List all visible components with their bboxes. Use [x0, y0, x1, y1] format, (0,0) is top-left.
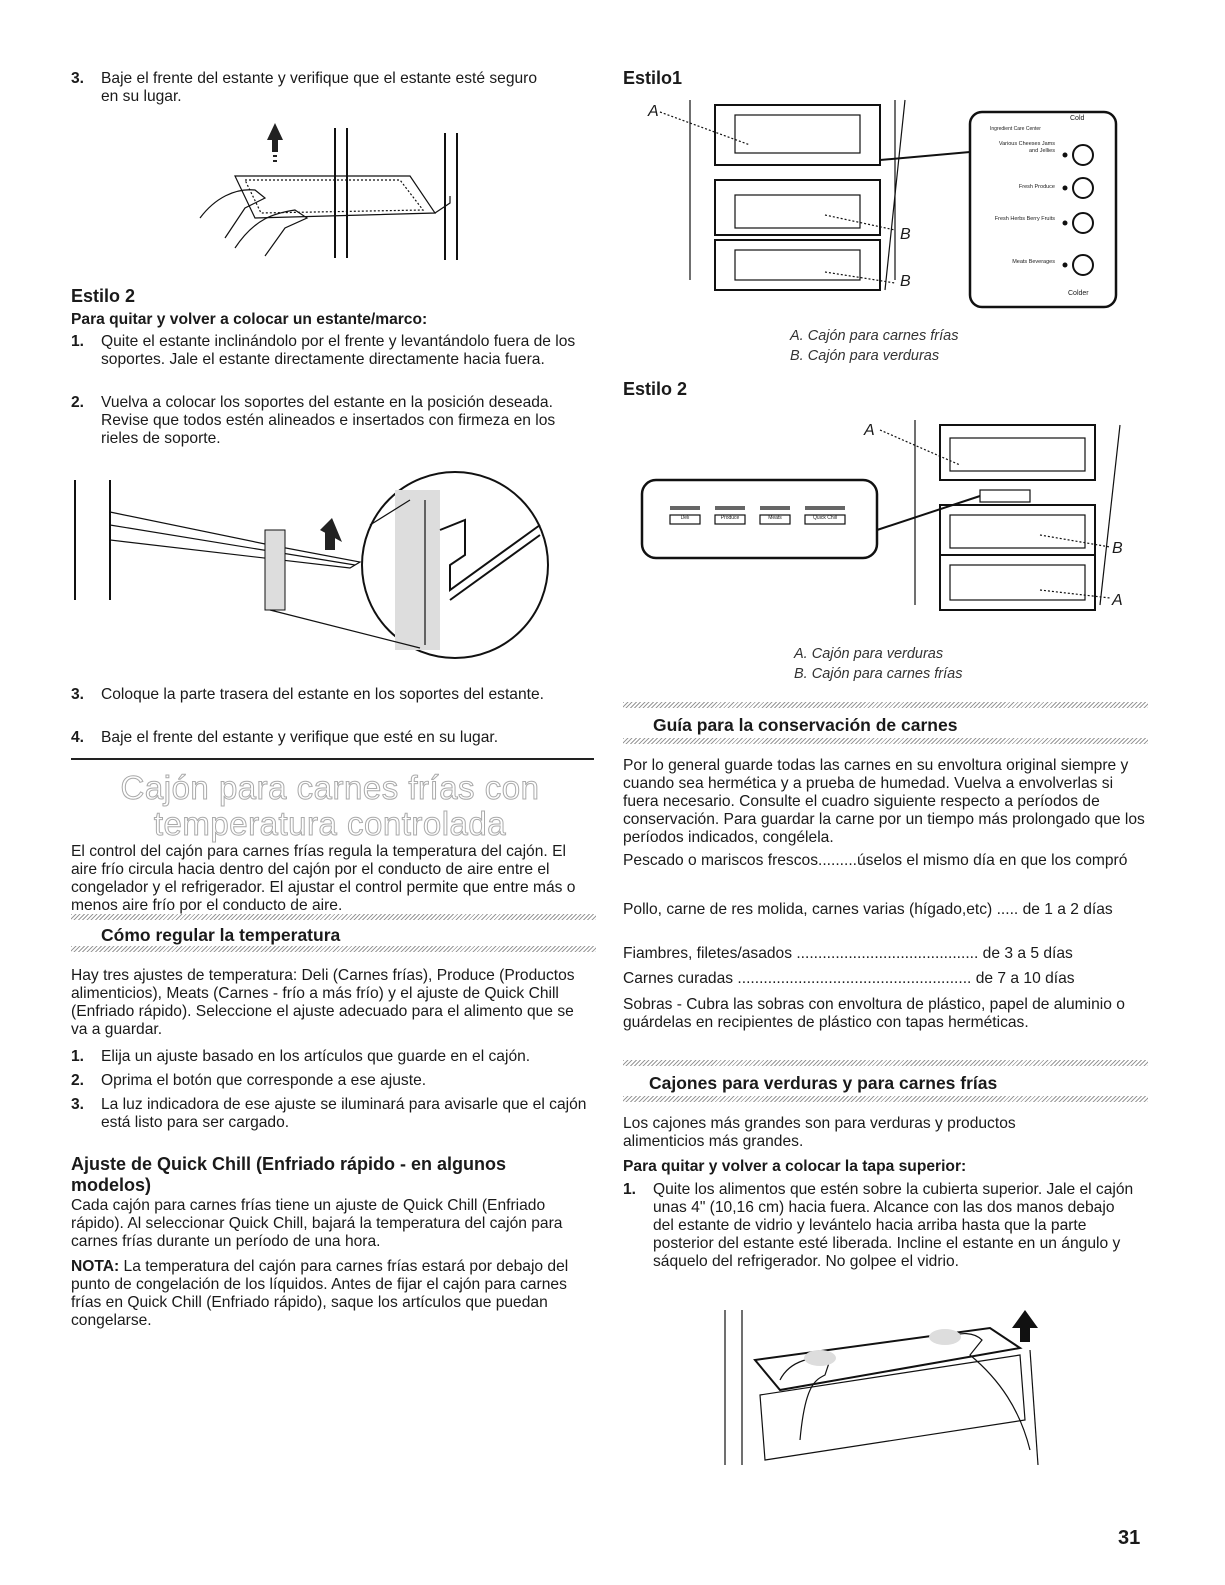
estilo-1-panel-colder: Colder [1068, 290, 1089, 297]
nota-label: NOTA: [71, 1258, 120, 1275]
estilo-2-label-b: B [1112, 540, 1123, 557]
estilo-1-caption-b: B. Cajón para verduras [790, 348, 940, 364]
estilo-1-label-a: A [648, 103, 659, 120]
guia-title: Guía para la conservación de carnes [653, 715, 958, 735]
section-paragraph: El control del cajón para carnes frías regula la temperatura del cajón. El aire frío circula hacia dentro del cajón por el conducto de aire entre el congelador y el refrigerador. El ajustar el control permite que entre más o menos aire frío por el conducto de aire. [71, 843, 576, 914]
cajones-paragraph: Los cajones más grandes son para verduras y productos alimenticios más grandes. [623, 1115, 1016, 1150]
step-text: Quite el estante inclinándolo por el frente y levantándolo fuera de los soportes. Jale el estante directamente directamente hacia fuera. [101, 333, 576, 368]
estilo-1-drawer-illustration [640, 100, 1120, 315]
step-number: 1. [71, 1048, 85, 1065]
estilo-2-label-a1: A [864, 422, 875, 439]
estilo-2-subheading: Para quitar y volver a colocar un estante/marco: [71, 311, 428, 328]
step-number: 4. [71, 729, 85, 746]
section-divider [71, 758, 594, 760]
quick-chill-paragraph: Cada cajón para carnes frías tiene un ajuste de Quick Chill (Enfriado rápido). Al seleccionar Quick Chill, bajará la temperatura del cajón para carnes frías durante un período de una hora. [71, 1197, 563, 1250]
guia-item-value: úselos el mismo día en que los compró [857, 852, 1128, 869]
cajones-title: Cajones para verduras y para carnes frías [649, 1073, 998, 1093]
estilo-1-panel-row-3: Fresh Herbs Berry Fruits [994, 216, 1055, 222]
estilo-2-right-heading: Estilo 2 [623, 379, 688, 399]
estilo-2-drawer-illustration [640, 420, 1130, 635]
estilo-2-button-deli: Deli [680, 515, 690, 521]
estilo-2-caption-b: B. Cajón para carnes frías [794, 666, 963, 682]
sobras-paragraph: Sobras - Cubra las sobras con envoltura de plástico, papel de aluminio o guárdelas en recipientes de plástico con tapas herméticas. [623, 996, 1125, 1031]
step-text: Quite los alimentos que estén sobre la cubierta superior. Jale el cajón unas 4" (10,16 cm) hacia fuera. Alcance con las dos manos debajo del estante de vidrio y levántelo hacia arriba hasta que la parte posterior del estante esté liberada. Incline el estante en un ángulo y sáquelo del refrigerador. No golpee el vidrio. [653, 1181, 1134, 1270]
shelf-lowering-illustration [195, 118, 465, 263]
guia-item-dots: ......... [818, 852, 857, 869]
quick-chill-title: Ajuste de Quick Chill (Enfriado rápido - en algunos modelos) [71, 1154, 507, 1195]
guia-item-label: Carnes curadas [623, 970, 734, 987]
step-text: Vuelva a colocar los soportes del estante en la posición deseada. Revise que todos estén alineados e insertados con firmeza en los rieles de soporte. [101, 394, 556, 447]
cajones-subheading: Para quitar y volver a colocar la tapa superior: [623, 1158, 967, 1175]
guia-item-label: Fiambres, filetes/asados [623, 945, 793, 962]
nota-paragraph [71, 1258, 596, 1330]
step-text: Coloque la parte trasera del estante en los soportes del estante. [101, 686, 544, 703]
guia-item-pollo [623, 901, 1148, 919]
estilo-1-panel-row-4: Meats Beverages [1012, 259, 1055, 265]
como-paragraph: Hay tres ajustes de temperatura: Deli (Carnes frías), Produce (Productos alimenticios), Meats (Carnes - frío a más frío) y el ajuste de Quick Chill (Enfriado rápido). Seleccione el ajuste adecuado para el alimento que se va a guardar. [71, 967, 575, 1038]
step-number: 3. [71, 686, 85, 703]
estilo-1-label-b1: B [900, 226, 911, 243]
guia-item-dots: .......................................... [792, 945, 979, 962]
estilo-1-label-b2: B [900, 273, 911, 290]
guia-item-dots: ..... [992, 901, 1019, 918]
estilo-2-button-produce: Produce [720, 515, 740, 521]
page-number: 31 [1118, 1527, 1141, 1549]
guia-item-pescado [623, 852, 1143, 870]
glass-shelf-removal-illustration [720, 1300, 1050, 1470]
guia-banner [623, 702, 1148, 740]
estilo-1-panel-header: Ingredient Care Center [990, 126, 1041, 132]
guia-item-curadas [623, 970, 1148, 988]
guia-item-value: de 1 a 2 días [1018, 901, 1113, 918]
step-number: 2. [71, 1072, 85, 1089]
shelf-bracket-illustration [70, 470, 550, 680]
estilo-2-heading: Estilo 2 [71, 286, 136, 306]
estilo-1-panel-row-1: Various Cheeses Jams and Jellies [998, 141, 1055, 154]
guia-item-dots: ...................................................... [733, 970, 972, 987]
guia-item-label: Pollo, carne de res molida, carnes varias (hígado,etc) [623, 901, 993, 918]
step-text: Baje el frente del estante y verifique que esté en su lugar. [101, 729, 499, 746]
estilo-2-label-a2: A [1112, 592, 1123, 609]
step-number: 1. [71, 333, 85, 350]
step-number: 3. [71, 70, 85, 87]
guia-item-value: de 3 a 5 días [978, 945, 1073, 962]
estilo-1-heading: Estilo1 [623, 68, 683, 88]
estilo-1-caption-a: A. Cajón para carnes frías [790, 328, 959, 344]
estilo-1-panel-cold: Cold [1070, 115, 1085, 122]
estilo-1-panel-row-2: Fresh Produce [1018, 184, 1055, 190]
cajones-banner [623, 1060, 1148, 1098]
como-regular-title: Cómo regular la temperatura [101, 925, 341, 945]
step-text: La luz indicadora de ese ajuste se iluminará para avisarle que el cajón está listo para ser cargado. [101, 1096, 587, 1131]
estilo-2-button-meats: Meats [768, 515, 782, 521]
step-text: Baje el frente del estante y verifique que el estante esté seguro en su lugar. [101, 70, 538, 105]
step-number: 3. [71, 1096, 85, 1113]
guia-item-value: de 7 a 10 días [971, 970, 1075, 987]
step-text: Oprima el botón que corresponde a ese ajuste. [101, 1072, 427, 1089]
guia-item-fiambres [623, 945, 1148, 963]
step-text: Elija un ajuste basado en los artículos que guarde en el cajón. [101, 1048, 531, 1065]
guia-item-label: Pescado o mariscos frescos [623, 852, 818, 869]
estilo-2-caption-a: A. Cajón para verduras [794, 646, 944, 662]
como-regular-banner [71, 914, 596, 952]
guia-paragraph: Por lo general guarde todas las carnes en su envoltura original siempre y cuando sea hermética y a prueba de humedad. Vuelva a envolverlas si fuera necesario. Consulte el cuadro siguiente respecto a períodos de conservación. Para guardar la carne por un tiempo más prolongado que los períodos indicados, congélela. [623, 757, 1145, 846]
section-title: Cajón para carnes frías con temperatura controlada [120, 769, 540, 842]
step-number: 1. [623, 1181, 637, 1198]
nota-text: La temperatura del cajón para carnes frías estará por debajo del punto de congelación de los líquidos. Antes de fijar el cajón para carnes frías en Quick Chill (Enfriado rápido), saque los artículos que puedan congelarse. [71, 1258, 569, 1329]
step-number: 2. [71, 394, 85, 411]
estilo-2-button-quick-chill: Quick Chill [813, 515, 837, 521]
